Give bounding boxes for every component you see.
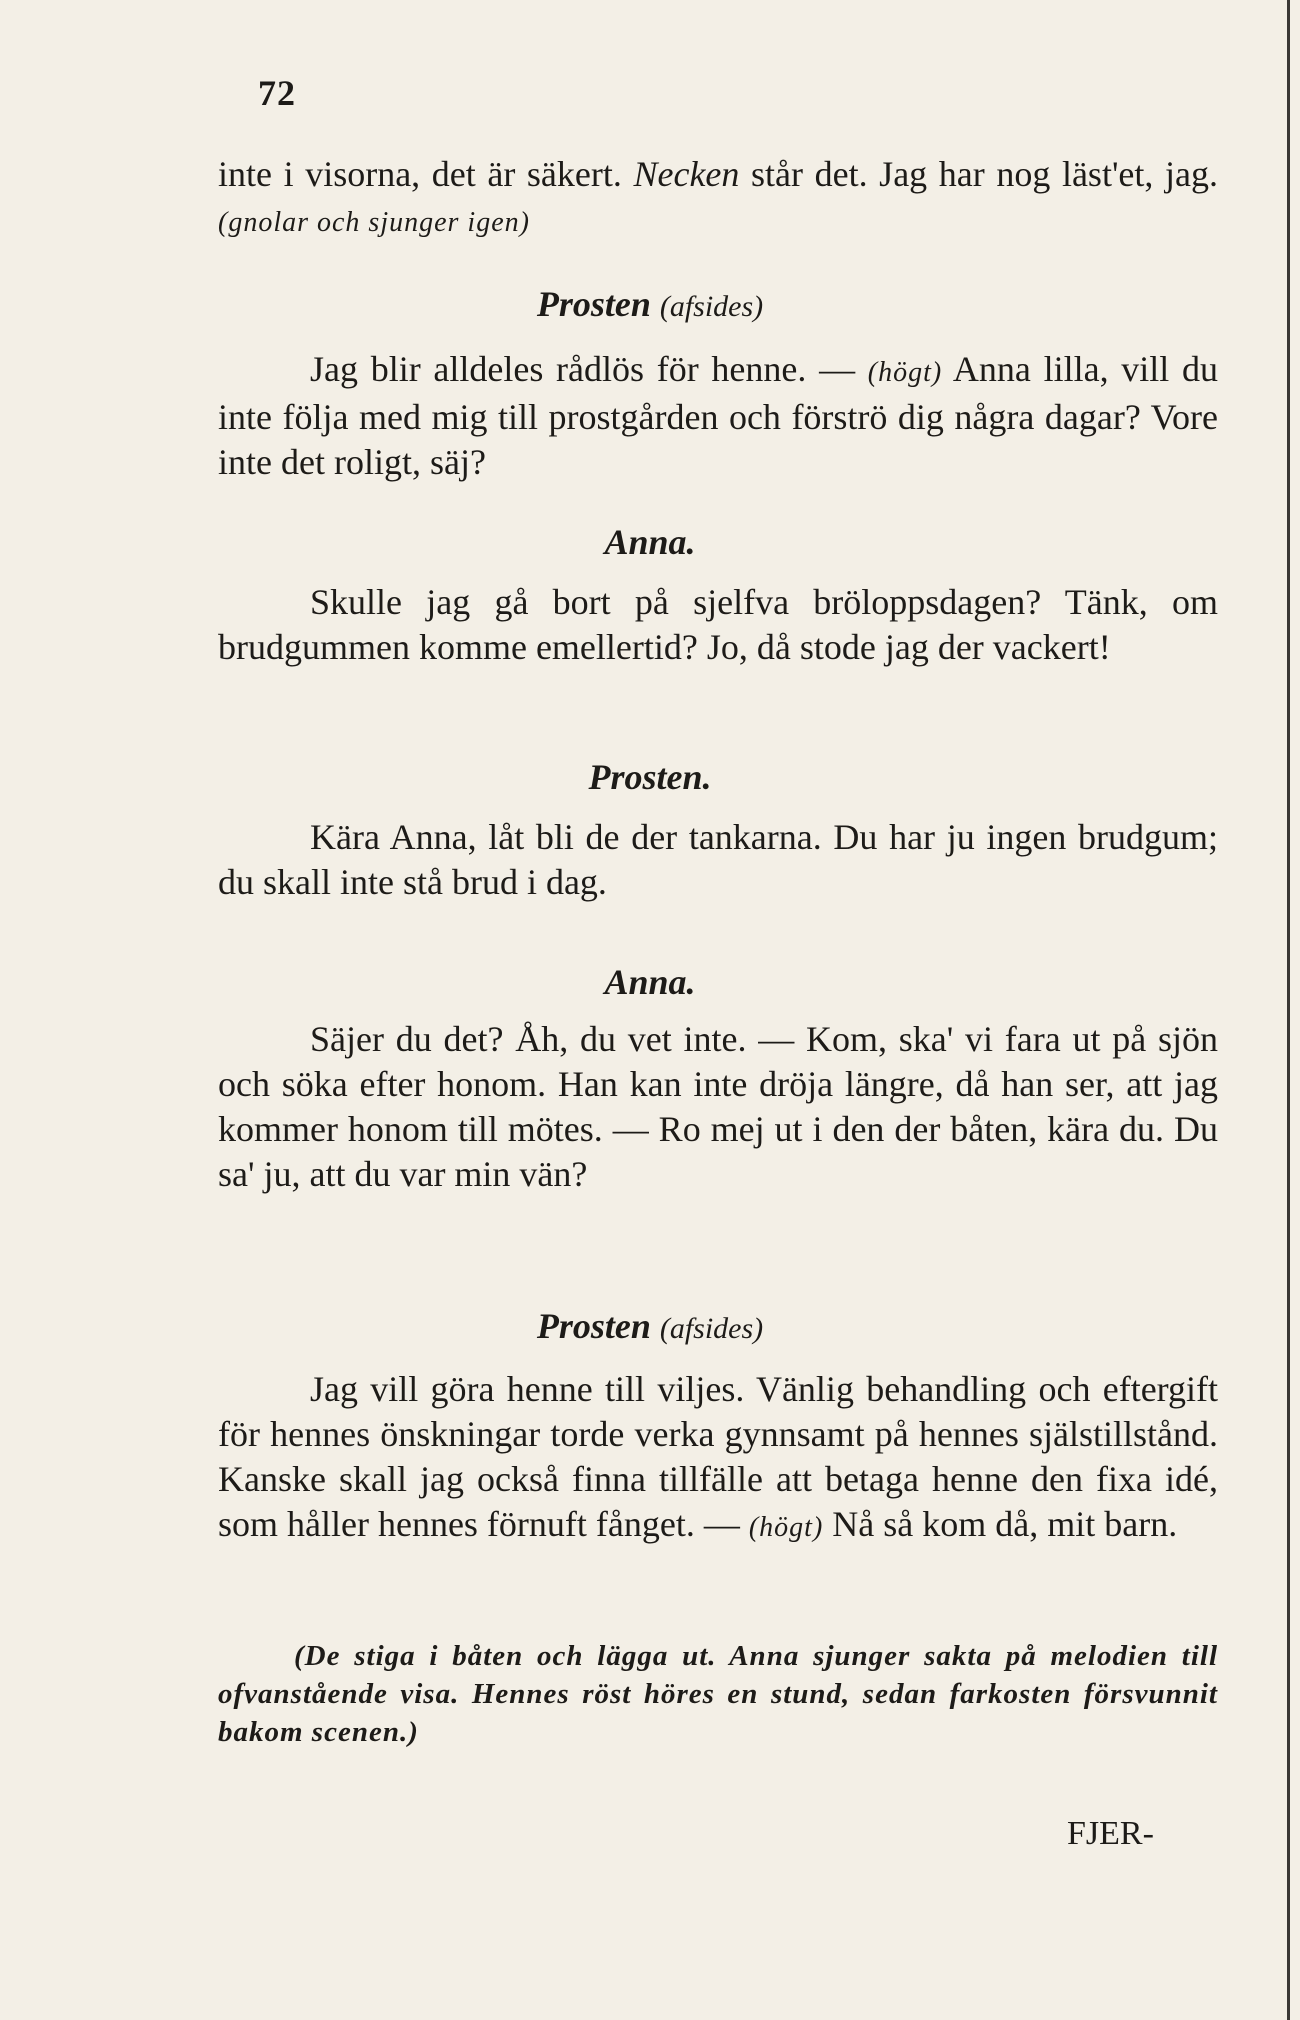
speaker-name: Prosten [536, 1306, 651, 1346]
stage-direction: (afsides) [659, 290, 764, 323]
speaker-name: Anna. [604, 522, 696, 562]
paragraph-fragment: (De stiga i båten och lägga ut. [294, 1640, 730, 1672]
speaker-name-inline: Necken [633, 154, 740, 194]
paragraph [218, 1367, 1218, 1550]
paragraph-fragment: Jag blir alldeles rådlös för henne. — [310, 349, 868, 389]
paragraph-text: Säjer du det? Åh, du vet inte. — Kom, ska' vi fara ut på sjön och söka efter honom. Han kan inte dröja längre, då han ser, att jag kommer honom till mötes. — Ro mej ut i den der båten, kära du. Du sa' ju, att du var min vän? [218, 1019, 1218, 1194]
paragraph-text [218, 347, 1218, 485]
catchword: FJER- [1067, 1815, 1154, 1852]
stage-direction: (afsides) [659, 1312, 764, 1345]
speaker-heading [0, 521, 1300, 563]
closing-stage-direction [218, 1637, 1218, 1751]
speaker-name-inline: Anna [729, 1640, 800, 1672]
paragraph [218, 815, 1218, 905]
stage-direction: (gnolar och sjunger igen) [218, 207, 530, 238]
speaker-name: Prosten. [588, 757, 712, 797]
paragraph-fragment: sjunger sakta på melodien till ofvanstående visa. Hennes röst höres en stund, sedan farkosten försvunnit bakom scenen.) [218, 1640, 1218, 1748]
speaker-name: Anna. [604, 962, 696, 1002]
speaker-heading [0, 1305, 1300, 1347]
speaker-name: Prosten [536, 284, 651, 324]
paragraph [218, 1017, 1218, 1197]
paragraph-fragment: Jag vill göra henne till viljes. Vänlig behandling och eftergift för hennes önskningar torde verka gynnsamt på hennes själstillstånd. Kanske skall jag också finna tillfälle att betaga henne den fixa idé, som håller hennes förnuft fånget. — [218, 1369, 1218, 1544]
paragraph-text [218, 152, 1218, 245]
paragraph-fragment: Anna lilla, vill du inte följa med mig till prostgården och förströ dig några dagar? Vore inte det roligt, säj? [218, 349, 1218, 482]
paragraph-text: Kära Anna, låt bli de der tankarna. Du har ju ingen brudgum; du skall inte stå brud i dag. [218, 817, 1218, 902]
paragraph [218, 152, 1218, 245]
speaker-heading [0, 756, 1300, 798]
paragraph-text [218, 1367, 1218, 1550]
speaker-heading [0, 961, 1300, 1003]
paragraph-fragment: inte i visorna, det är säkert. [218, 154, 634, 194]
stage-direction: (högt) [867, 357, 943, 388]
paragraph [218, 580, 1218, 670]
paragraph-text: Skulle jag gå bort på sjelfva bröloppsdagen? Tänk, om brudgummen komme emellertid? Jo, då stode jag der vackert! [218, 582, 1218, 667]
paragraph-fragment: står det. Jag har nog läst'et, jag. [739, 154, 1218, 194]
stage-direction: (högt) [748, 1512, 824, 1543]
paragraph [218, 347, 1218, 485]
speaker-heading [0, 283, 1300, 325]
page-number: 72 [258, 73, 296, 113]
paragraph-fragment: Nå så kom då, mit barn. [823, 1504, 1178, 1544]
